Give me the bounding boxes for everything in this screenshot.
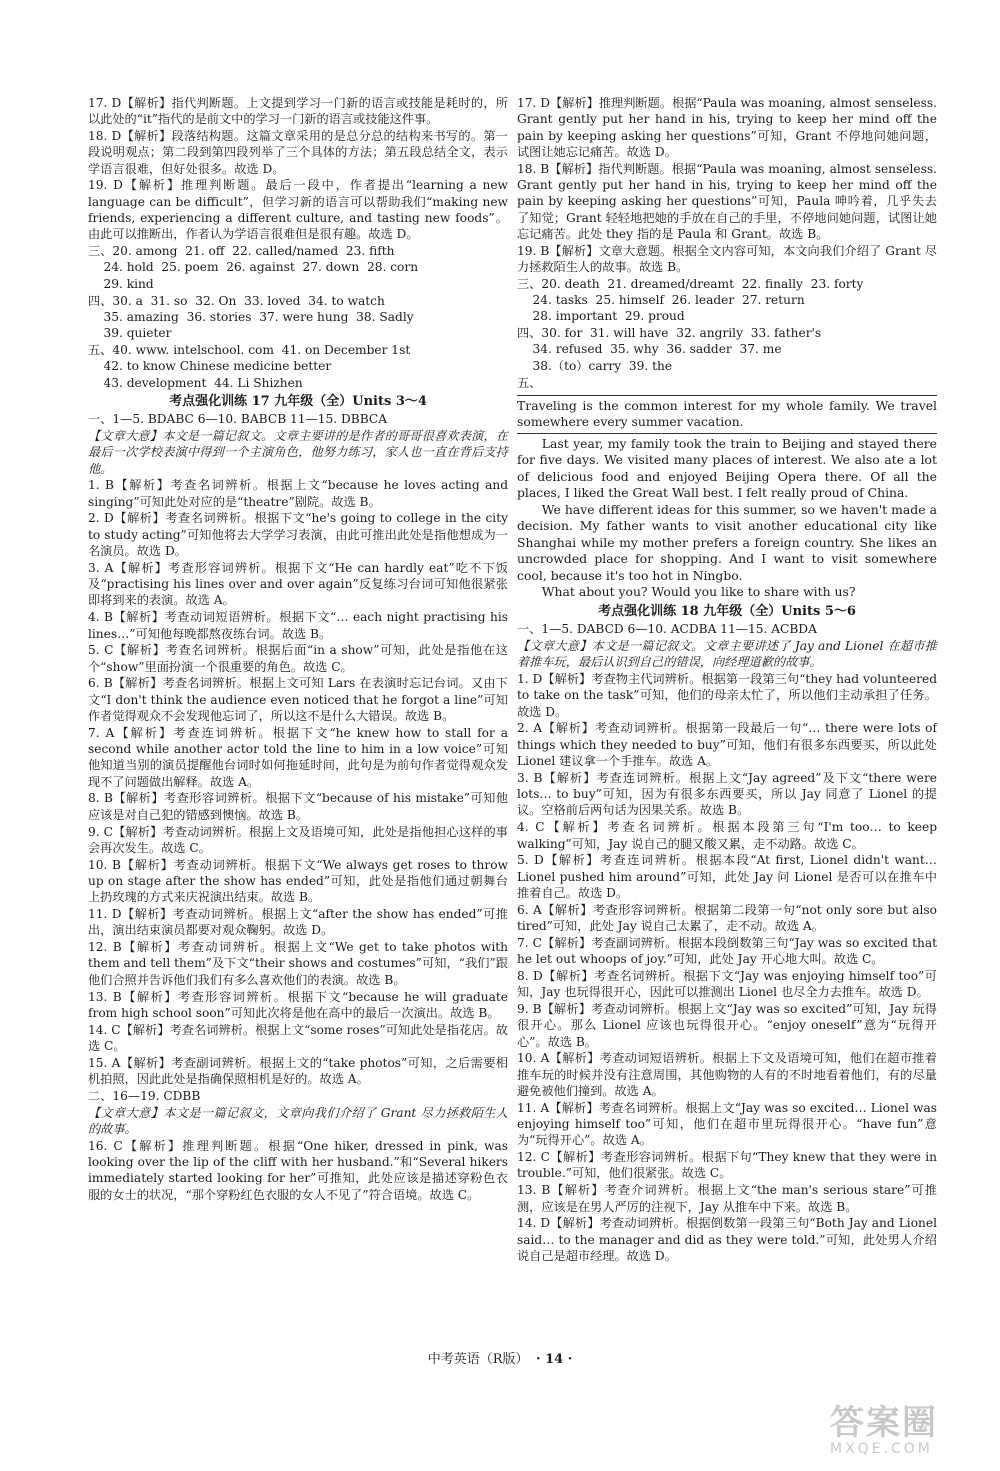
essay-paragraph: We have different ideas for this summer, so we haven't made a decision. My father wants to visit another educational city like Shanghai while my mother prefers a foreign country. She likes an uncrowded place for shopping. And I want to visit somewhere cool, because it's too hot in Ningbo.	[517, 501, 937, 583]
answer-item: 1. D【解析】考查物主代词辨析。根据第一段第三句“they had volunteered to take on the task”可知，他们的母亲太忙了，所以他们主动承担了任务。故选 D。	[517, 672, 937, 719]
answer-item: 5. C【解析】考查名词辨析。根据后面“in a show”可知，此处是指他在这个“show”里面扮演一个很重要的角色。故选 C。	[88, 643, 508, 674]
answer-item: 11. D【解析】考查动词辨析。根据上文“after the show has ended”可推出，演出结束演员都要对观众鞠躬。故选 D。	[88, 907, 508, 938]
watermark-logo	[830, 1405, 980, 1465]
answer-item: 四、30. for 31. will have 32. angrily 33. father's 34. refused 35. why 36. sadder 37. me 38.（to）carry 39. the	[517, 326, 822, 373]
answer-item: 五、	[517, 375, 542, 390]
answer-item: 18. B【解析】指代判断题。根据“Paula was moaning, almost senseless. Grant gently put her hand in his, trying to keep her mind off the pain by keeping asking her questions”可知，Paula 呻吟着，几乎失去了知觉；Grant 轻轻地把她的手放在自己的手里，不停地问她问题，试图让她忘记痛苦。此处 they 指的是 Paula 和 Grant。故选 B。	[517, 161, 937, 241]
article-summary: 【文章大意】本文是一篇记叙文。文章主要讲述了 Jay and Lionel 在超市推着推车玩，最后认识到自己的错误，向经理道歉的故事。	[517, 638, 937, 670]
answer-item: 11. A【解析】考查名词辨析。根据上文“Jay was so excited… Lionel was enjoying himself too”可知，他们在超市里玩得很开心。“have fun”意为“玩得开心”。故选 A。	[517, 1100, 937, 1148]
article-summary: 【文章大意】本文是一篇记叙文。文章主要讲的是作者的哥哥很喜欢表演，在最后一次学校表演中得到一个主演角色，他努力练习，家人也一直在背后支持他。	[88, 428, 508, 476]
essay-paragraph: What about you? Would you like to share with us?	[541, 584, 856, 600]
answer-item: 6. A【解析】考查形容词辨析。根据第二段第一句“not only sore but also tired”可知，此处 Jay 说自己太累了，走不动。故选 A。	[517, 902, 937, 933]
answer-item: 3. A【解析】考查形容词辨析。根据下文“He can hardly eat”吃不下饭及“practising his lines over and over again”反复练习台词可知他很紧张即将到来的表演。故选 A。	[88, 560, 508, 608]
answer-item: 2. A【解析】考查动词辨析。根据第一段最后一句“… there were lots of things which they needed to buy”可知，他们有很多东西要买，所以此处 Lionel 建议拿一个手推车。故选 A。	[517, 721, 937, 769]
book-title: 中考英语（R版）	[427, 1352, 523, 1367]
answer-item: 9. B【解析】考查动词辨析。根据上文“Jay was so excited”可知，Jay 玩得很开心。那么 Lionel 应该也玩得很开心。“enjoy oneself”意为“玩得开心”。故选 B。	[517, 1001, 937, 1049]
answer-item: 9. C【解析】考查动词辨析。根据上文及语境可知，此处是指他担心这样的事会再次发生。故选 C。	[88, 824, 508, 855]
right-column	[517, 95, 937, 1265]
answer-item: 3. B【解析】考查连词辨析。根据上文“Jay agreed”及下文“there were lots… to buy”可知，因为有很多东西要买，所以 Jay 同意了 Lionel 的提议。空格前后两句话为因果关系。故选 B。	[517, 770, 937, 818]
answer-item: 8. D【解析】考查名词辨析。根据下文“Jay was enjoying himself too”可知，Jay 也玩得很开心，因此可以推测出 Lionel 也尽全力去推车。故选 D。	[517, 968, 937, 1000]
left-column	[88, 95, 508, 1203]
answer-item: 12. B【解析】考查动词辨析。根据上文“We get to take photos with them and tell them”及下文“their shows and costumes”可知，“我们”跟他们合照并告诉他们我们有多么喜欢他们的表演。故选 B。	[88, 940, 508, 987]
answer-item: 一、1—5. BDABC 6—10. BABCB 11—15. DBBCA	[88, 412, 388, 427]
answer-item: 4. B【解析】考查动词短语辨析。根据下文“… each night practising his lines…”可知他每晚都熬夜练台词。故选 B。	[88, 610, 508, 641]
answer-item: 1. B【解析】考查名词辨析。根据上文“because he loves acting and singing”可知此处对应的是“theatre”剧院。故选 B。	[88, 478, 508, 509]
writing-sample	[517, 395, 937, 601]
answer-item: 17. D【解析】指代判断题。上文提到学习一门新的语言或技能是耗时的，所以此处的“it”指代的是前文中的学习一门新的语言或技能这件事。	[88, 96, 508, 127]
answer-item: 2. D【解析】考查名词辨析。根据下文“he's going to college in the city to study acting”可知他将去大学学习表演，由此可推出此处是指他想成为一名演员。故选 D。	[88, 511, 508, 559]
answer-item: 5. D【解析】考查连词辨析。根据本段“At first, Lionel didn't want… Lionel pushed him around”可知，此处 Jay 问 Lionel 是否可以在推车中推着自己。故选 D。	[517, 853, 937, 900]
answer-item: 7. C【解析】考查副词辨析。根据本段倒数第三句“Jay was so excited that he let out whoops of joy.”可知，此处 Jay 开心地大叫。故选 C。	[517, 935, 937, 967]
answer-item: 16. C【解析】推理判断题。根据“One hiker, dressed in pink, was looking over the lip of the cliff with her husband.”和“Several hikers immediately started looking for her”可推知，此处应该是描述穿粉色衣服的女士的状况，“那个穿粉红色衣服的女人不见了”符合语境。故选 C。	[88, 1138, 508, 1202]
answer-item: 17. D【解析】推理判断题。根据“Paula was moaning, almost senseless. Grant gently put her hand in his, trying to keep her mind off the pain by keeping asking her questions”可知，Grant 不停地问她问题，试图让她忘记痛苦。故选 D。	[517, 96, 937, 159]
answer-item: 14. C【解析】考查名词辨析。根据上文“some roses”可知此处是指花店。故选 C。	[88, 1022, 508, 1053]
answer-item: 18. D【解析】段落结构题。这篇文章采用的是总分总的结构来书写的。第一段说明观点；第二段到第四段列举了三个具体的方法；第五段总结全文，表示学语言很难，但好处很多。故选 D。	[88, 129, 508, 176]
answer-item: 19. D【解析】推理判断题。最后一段中，作者提出“learning a new language can be difficult”，但学习新的语言可以帮助我们“making new friends, experiencing a different culture, and tasting new foods”。由此可以推断出，作者认为学语言很难但是很有趣。故选 D。	[88, 178, 508, 242]
answer-item: 四、30. a 31. so 32. On 33. loved 34. to watch 35. amazing 36. stories 37. were hung 38. Sadly 39. quieter	[88, 293, 414, 341]
right-column-bottom	[517, 604, 937, 1264]
essay-paragraph: Last year, my family took the train to Beijing and stayed there for five days. We visited many places of interest. We also ate a lot of delicious food and enjoyed Beijing Opera there. Of all the places, I liked the Great Wall best. I felt really proud of China.	[517, 435, 937, 501]
watermark-url: MXQE.COM	[830, 1441, 933, 1457]
section-heading: 考点强化训练 17 九年级（全）Units 3～4	[169, 393, 427, 409]
answer-item: 8. B【解析】考查形容词辨析。根据下文“because of his mistake”可知他应该是对自己犯的错感到懊恼。故选 B。	[88, 791, 508, 822]
answer-item: 4. C【解析】考查名词辨析。根据本段第三句“I'm too… to keep walking”可知，Jay 说自己的腿又酸又累，走不动路。故选 C。	[517, 820, 937, 851]
answer-item: 13. B【解析】考查形容词辨析。根据下文“because he will graduate from high school soon”可知此次将是他在高中的最后一次演出。故选 B。	[88, 989, 508, 1020]
answer-item: 7. A【解析】考查连词辨析。根据下文“he knew how to stall for a second while another actor told the line to him in a low voice”可知他知道当别的演员提醒他台词时如何拖延时间，此句是为前句作者觉得观众发现不了问题做出解释。故选 A。	[88, 725, 508, 789]
page-number: · 14 ·	[536, 1352, 573, 1367]
answer-item: 19. B【解析】文章大意题。根据全文内容可知，本文向我们介绍了 Grant 尽力拯救陌生人的故事。故选 B。	[517, 243, 937, 274]
essay-first-paragraph: Traveling is the common interest for my whole family. We travel somewhere every summer vacation.	[517, 395, 937, 434]
article-summary: 【文章大意】本文是一篇记叙文，文章向我们介绍了 Grant 尽力拯救陌生人的故事。	[88, 1105, 508, 1136]
answer-item: 五、40. www. intelschool. com 41. on December 1st 42. to know Chinese medicine better 43. development 44. Li Shizhen	[88, 342, 411, 390]
answer-item: 二、16—19. CDBB	[88, 1088, 201, 1103]
answer-item: 13. B【解析】考查介词辨析。根据上文“the man's serious stare”可推测，应该是在男人严厉的注视下，Jay 从推车中下来。故选 B。	[517, 1183, 937, 1214]
section-heading: 考点强化训练 18 九年级（全）Units 5～6	[598, 603, 856, 619]
right-column-top	[517, 95, 937, 391]
page-footer	[0, 1348, 1000, 1367]
answer-item: 14. D【解析】考查动词辨析。根据倒数第一段第三句“Both Jay and Lionel said… to the manager and did as they were told.”可知，此处男人介绍说自己是超市经理。故选 D。	[517, 1216, 937, 1263]
answer-item: 三、20. death 21. dreamed/dreamt 22. finally 23. forty 24. tasks 25. himself 26. leader 27. return 28. important 29. proud	[517, 276, 864, 324]
answer-item: 10. B【解析】考查动词辨析。根据下文“We always get roses to throw up on stage after the show has ended”可知，此处是指他们通过朝舞台上扔玫瑰的方式来庆祝演出结束。故选 B。	[88, 857, 508, 905]
answer-item: 6. B【解析】考查名词辨析。根据上文可知 Lars 在表演时忘记台词。又由下文“I don't think the audience even noticed that he forgot a line”可知作者觉得观众不会发现他忘词了，所以这不是什么大错误。故选 B。	[88, 676, 508, 723]
answer-item: 15. A【解析】考查副词辨析。根据上文的“take photos”可知，之后需要相机拍照，因此此处是指确保照相机是好的。故选 A。	[88, 1055, 508, 1087]
answer-item: 10. A【解析】考查动词短语辨析。根据上下文及语境可知，他们在超市推着推车玩的时候并没有注意周围，其他购物的人有的不时地看着他们，有的尽量避免被他们撞到。故选 A。	[517, 1051, 937, 1098]
watermark-text: 答案圈	[830, 1403, 938, 1443]
answer-item: 12. C【解析】考查形容词辨析。根据下句“They knew that they were in trouble.”可知，他们很紧张。故选 C。	[517, 1150, 937, 1181]
answer-item: 三、20. among 21. off 22. called/named 23. fifth 24. hold 25. poem 26. against 27. down 28. corn 29. kind	[88, 244, 419, 291]
answer-item: 一、1—5. DABCD 6—10. ACDBA 11—15. ACBDA	[517, 622, 817, 637]
